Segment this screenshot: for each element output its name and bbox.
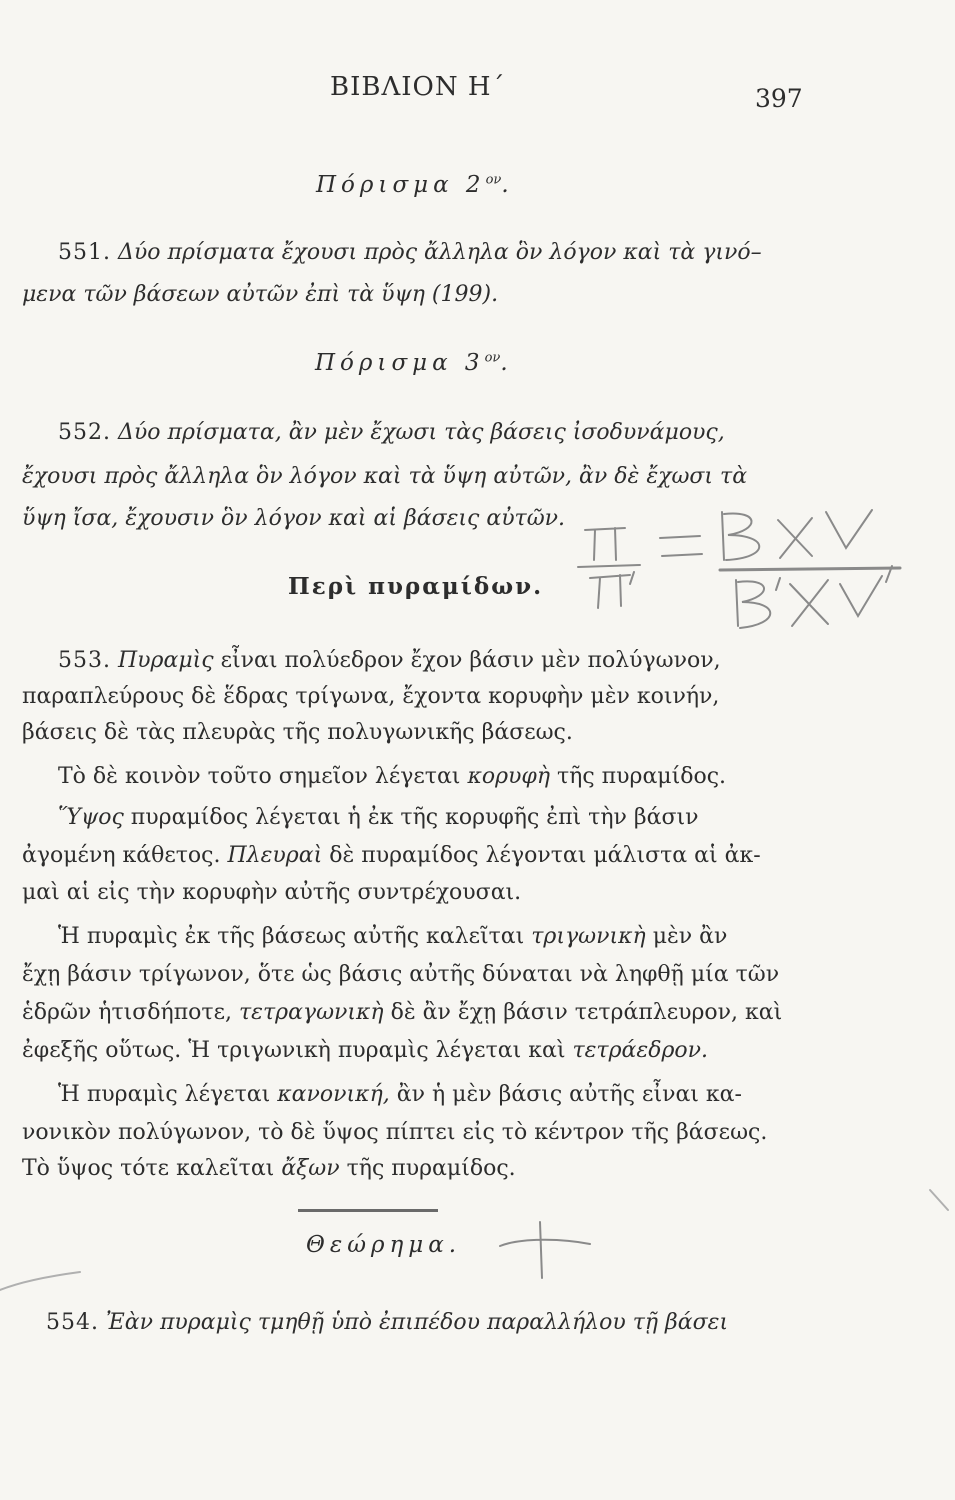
- p553-line14-a: Τὸ ὕψος τότε καλεῖται: [22, 1156, 275, 1181]
- running-header-title: ΒΙΒΛΙΟΝ Η΄: [330, 72, 506, 102]
- p553-line10-a: ἑδρῶν ἡτισδήποτε,: [22, 1000, 232, 1025]
- p553-line2: παραπλεύρους δὲ ἕδρας τρίγωνα, ἔχοντα κορυφὴν μὲν κοινήν,: [22, 684, 720, 709]
- term-regular: κανονική,: [277, 1082, 390, 1107]
- theorem-heading: Θεώρημα.: [306, 1232, 462, 1258]
- term-triangular: τριγωνικὴ: [531, 924, 646, 949]
- corollary-3-label: Πόρισμα 3: [315, 350, 485, 376]
- term-height: Ὕψος: [58, 805, 124, 830]
- p553-line4-a: Τὸ δὲ κοινὸν τοῦτο σημεῖον λέγεται: [58, 764, 461, 789]
- p554-number: 554.: [46, 1310, 99, 1335]
- p552-number: 552.: [58, 420, 111, 445]
- term-edges: Πλευραὶ: [227, 843, 323, 868]
- p553-line14-b: τῆς πυραμίδος.: [346, 1156, 516, 1181]
- p553-line9: ἔχῃ βάσιν τρίγωνον, ὅτε ὡς βάσις αὐτῆς δύναται νὰ ληφθῇ μία τῶν: [22, 962, 780, 987]
- p552-line2: ἔχουσι πρὸς ἄλληλα ὃν λόγον καὶ τὰ ὕψη αὐτῶν, ἂν δὲ ἔχωσι τὰ: [22, 464, 748, 489]
- corollary-2-label: Πόρισμα 2: [316, 172, 486, 198]
- term-axis: ἄξων: [281, 1156, 340, 1181]
- handwritten-formula-icon: [0, 510, 948, 1290]
- p553-line6-a: ἀγομένη κάθετος.: [22, 843, 221, 868]
- page-number: 397: [755, 84, 803, 113]
- p553-line5-text: πυραμίδος λέγεται ἡ ἐκ τῆς κορυφῆς ἐπὶ τὴν βάσιν: [130, 805, 699, 830]
- p552-line3: ὕψη ἴσα, ἔχουσιν ὃν λόγον καὶ αἱ βάσεις αὐτῶν.: [22, 506, 566, 531]
- term-pyramid: Πυραμὶς: [117, 648, 214, 673]
- p553-line6-b: δὲ πυραμίδος λέγονται μάλιστα αἱ ἀκ-: [329, 843, 761, 868]
- p553-line4-b: τῆς πυραμίδος.: [557, 764, 727, 789]
- p551-number: 551.: [58, 240, 111, 265]
- p553-line7: μαὶ αἱ εἰς τὴν κορυφὴν αὐτῆς συντρέχουσαι.: [22, 880, 522, 905]
- p554-line1-text: Ἐὰν πυραμὶς τμηθῇ ὑπὸ ἐπιπέδου παραλλήλου τῇ βάσει: [105, 1310, 729, 1335]
- p553-line12-b: ἂν ἡ μὲν βάσις αὐτῆς εἶναι κα-: [396, 1082, 742, 1107]
- corollary-3-suffix: .: [500, 350, 513, 376]
- p553-line11-a: ἐφεξῆς οὕτως. Ἡ τριγωνικὴ πυραμὶς λέγεται καὶ: [22, 1038, 566, 1063]
- corollary-3-sup: ον: [484, 350, 501, 366]
- p553-line8-b: μὲν ἂν: [652, 924, 728, 949]
- p553-line3: βάσεις δὲ τὰς πλευρὰς τῆς πολυγωνικῆς βάσεως.: [22, 720, 573, 745]
- p553-line1-text: εἶναι πολύεδρον ἔχον βάσιν μὲν πολύγωνον,: [220, 648, 721, 673]
- p551-line1-text: Δύο πρίσματα ἔχουσι πρὸς ἄλληλα ὃν λόγον καὶ τὰ γινό–: [117, 240, 762, 265]
- p553-line12-a: Ἡ πυραμὶς λέγεται: [58, 1082, 271, 1107]
- p553-line13: νονικὸν πολύγωνον, τὸ δὲ ὕψος πίπτει εἰς τὸ κέντρον τῆς βάσεως.: [22, 1120, 768, 1145]
- term-tetrahedron: τετράεδρον.: [572, 1038, 708, 1063]
- p553-line10-b: δὲ ἂν ἔχῃ βάσιν τετράπλευρον, καὶ: [390, 1000, 783, 1025]
- term-apex: κορυφὴ: [467, 764, 551, 789]
- p551-line2: μενα τῶν βάσεων αὐτῶν ἐπὶ τὰ ὕψη (199).: [22, 282, 499, 307]
- term-quadrangular: τετραγωνικὴ: [238, 1000, 384, 1025]
- section-title: Περὶ πυραμίδων.: [288, 573, 544, 600]
- p552-line1-text: Δύο πρίσματα, ἂν μὲν ἔχωσι τὰς βάσεις ἰσοδυνάμους,: [117, 420, 725, 445]
- corollary-2-sup: ον: [485, 172, 502, 188]
- p553-number: 553.: [58, 648, 111, 673]
- corollary-2-suffix: .: [501, 172, 514, 198]
- p553-line8-a: Ἡ πυραμὶς ἐκ τῆς βάσεως αὐτῆς καλεῖται: [58, 924, 525, 949]
